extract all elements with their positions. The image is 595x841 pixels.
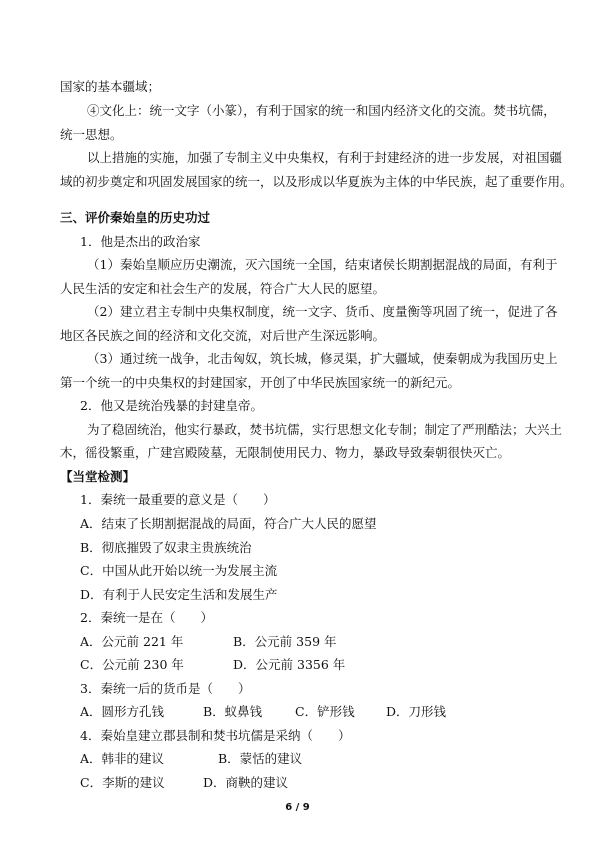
answer-option: B．公元前 359 年 (233, 634, 337, 649)
body-line: 2．他又是统治残暴的封建皇帝。 (80, 398, 263, 413)
body-line: 木，徭役繁重，广建宫殿陵墓，无限制使用民力、物力，暴政导致秦朝很快灭亡。 (60, 445, 511, 460)
body-line: 为了稳固统治，他实行暴政，焚书坑儒，实行思想文化专制；制定了严刑酷法；大兴土 (87, 422, 563, 437)
body-line: 域的初步奠定和巩固发展国家的统一，以及形成以华夏族为主体的中华民族，起了重要作用。 (60, 174, 573, 189)
answer-option: C．公元前 230 年 (80, 657, 184, 672)
answer-option: D．公元前 3356 年 (233, 657, 346, 672)
body-line: 以上措施的实施，加强了专制主义中央集权，有利于封建经济的进一步发展，对祖国疆 (87, 150, 563, 165)
question-stem: 4．秦始皇建立郡县制和焚书坑儒是采纳（ ） (80, 728, 351, 743)
answer-option: A．公元前 221 年 (80, 634, 184, 649)
quiz-heading: 【当堂检测】 (60, 469, 136, 484)
body-line: 人民生活的安定和社会生产的发展，符合广大人民的愿望。 (60, 281, 386, 296)
answer-option: D．刀形钱 (386, 704, 447, 719)
body-line: 1．他是杰出的政治家 (80, 234, 201, 249)
question-stem: 2．秦统一是在（ ） (80, 610, 213, 625)
answer-option: D．商鞅的建议 (203, 775, 289, 790)
answer-option: A．圆形方孔钱 (80, 704, 165, 719)
answer-option: A．韩非的建议 (80, 751, 165, 766)
question-stem: 3．秦统一后的货币是（ ） (80, 681, 251, 696)
body-line: （1）秦始皇顺应历史潮流，灭六国统一全国，结束诸侯长期割据混战的局面，有利于 (87, 257, 558, 272)
answer-option: B．蚁鼻钱 (203, 704, 263, 719)
body-line: 统一思想。 (60, 127, 123, 142)
answer-option: C．铲形钱 (295, 704, 355, 719)
question-stem: 1．秦统一最重要的意义是（ ） (80, 492, 276, 507)
section-heading: 三、评价秦始皇的历史功过 (60, 210, 211, 225)
body-line: 国家的基本疆域； (60, 79, 161, 94)
answer-option: B．蒙恬的建议 (218, 751, 303, 766)
body-line: ④文化上：统一文字（小篆），有利于国家的统一和国内经济文化的交流。焚书坑儒， (87, 103, 556, 118)
answer-option: C．中国从此开始以统一为发展主流 (80, 563, 278, 578)
body-line: （3）通过统一战争，北击匈奴，筑长城，修灵渠，扩大疆域，使秦朝成为我国历史上 (87, 351, 558, 366)
body-line: （2）建立君主专制中央集权制度，统一文字、货币、度量衡等巩固了统一，促进了各 (87, 304, 558, 319)
answer-option: D．有利于人民安定生活和发展生产 (80, 587, 278, 602)
answer-option: A．结束了长期割据混战的局面，符合广大人民的愿望 (80, 516, 377, 531)
answer-option: B．彻底摧毁了奴隶主贵族统治 (80, 540, 252, 555)
body-line: 第一个统一的中央集权的封建国家，开创了中华民族国家统一的新纪元。 (60, 375, 461, 390)
answer-option: C．李斯的建议 (80, 775, 165, 790)
page-number: 6 / 9 (285, 802, 310, 813)
body-line: 地区各民族之间的经济和文化交流，对后世产生深远影响。 (60, 328, 386, 343)
